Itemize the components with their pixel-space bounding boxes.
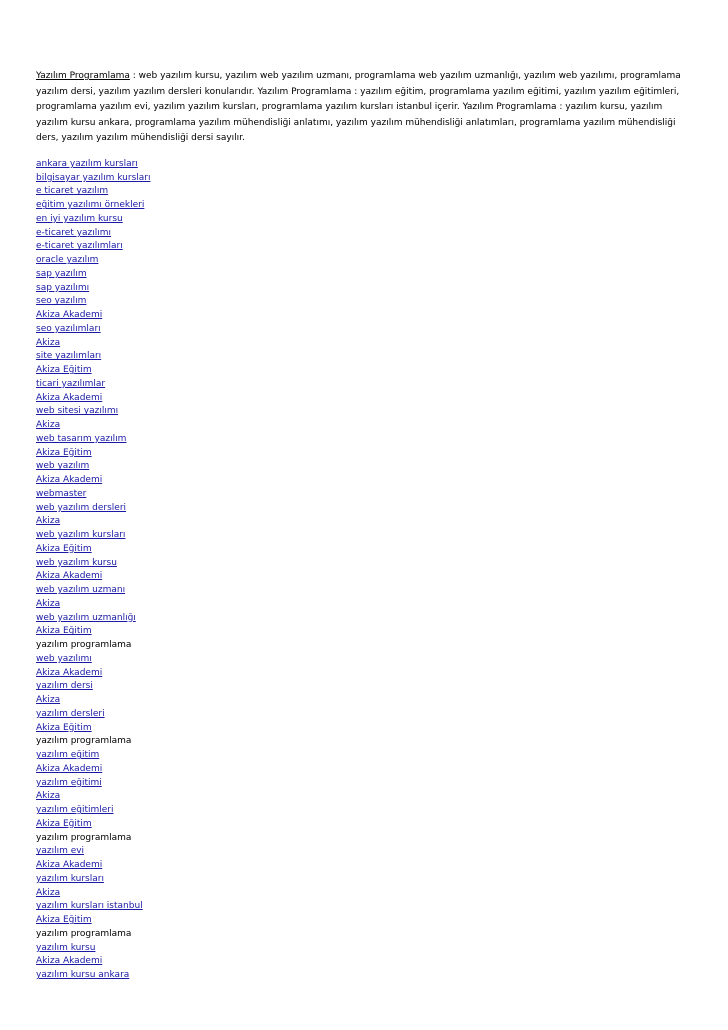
list-item <box>36 543 696 557</box>
list-link[interactable]: Akiza <box>36 420 61 431</box>
list-item <box>36 942 696 956</box>
list-link[interactable]: Akiza Akademi <box>36 475 103 486</box>
list-link[interactable]: yazılım dersleri <box>36 708 105 719</box>
link-list <box>36 158 696 983</box>
list-item <box>36 433 696 447</box>
list-link[interactable]: webmaster <box>36 488 87 499</box>
list-item <box>36 158 696 172</box>
list-item <box>36 337 696 351</box>
list-item <box>36 845 696 859</box>
list-item <box>36 392 696 406</box>
list-item <box>36 804 696 818</box>
list-item <box>36 268 696 282</box>
list-link[interactable]: e ticaret yazılım <box>36 186 109 197</box>
list-item <box>36 680 696 694</box>
list-link[interactable]: web yazılım kursları <box>36 530 126 541</box>
list-link[interactable]: Akiza Eğitim <box>36 818 92 829</box>
list-link[interactable]: ankara yazılım kursları <box>36 158 138 169</box>
list-item <box>36 364 696 378</box>
list-item <box>36 928 696 942</box>
list-link[interactable]: Akiza Akademi <box>36 310 103 321</box>
list-link[interactable]: yazılım evi <box>36 846 85 857</box>
list-item <box>36 460 696 474</box>
list-item <box>36 570 696 584</box>
list-link[interactable]: web sitesi yazılımı <box>36 406 119 417</box>
list-link[interactable]: Akiza Akademi <box>36 571 103 582</box>
list-item <box>36 502 696 516</box>
list-item <box>36 749 696 763</box>
list-link[interactable]: e-ticaret yazılımları <box>36 241 123 252</box>
list-link[interactable]: web yazılımı <box>36 653 92 664</box>
list-item <box>36 818 696 832</box>
list-item <box>36 955 696 969</box>
list-item <box>36 735 696 749</box>
list-link[interactable]: yazılım dersi <box>36 681 93 692</box>
list-text: yazılım programlama <box>36 832 132 843</box>
list-link[interactable]: yazılım kursları istanbul <box>36 901 143 912</box>
list-item <box>36 598 696 612</box>
list-item <box>36 777 696 791</box>
list-link[interactable]: Akiza <box>36 791 61 802</box>
list-link[interactable]: Akiza Akademi <box>36 392 103 403</box>
list-item <box>36 240 696 254</box>
list-link[interactable]: web yazılım uzmanı <box>36 585 126 596</box>
list-link[interactable]: en iyi yazılım kursu <box>36 213 123 224</box>
list-link[interactable]: site yazılımları <box>36 351 102 362</box>
list-link[interactable]: yazılım eğitim <box>36 750 100 761</box>
list-link[interactable]: Akiza <box>36 887 61 898</box>
list-item <box>36 185 696 199</box>
list-link[interactable]: Akiza Akademi <box>36 860 103 871</box>
intro-paragraph <box>36 69 696 147</box>
list-item <box>36 350 696 364</box>
list-link[interactable]: Akiza Eğitim <box>36 626 92 637</box>
list-link[interactable]: web tasarım yazılım <box>36 433 127 444</box>
list-item <box>36 969 696 983</box>
list-item <box>36 914 696 928</box>
intro-title-link[interactable]: Yazılım Programlama <box>36 71 130 81</box>
list-item <box>36 832 696 846</box>
list-item <box>36 488 696 502</box>
list-item <box>36 227 696 241</box>
list-item <box>36 172 696 186</box>
list-link[interactable]: web yazılım uzmanlığı <box>36 612 136 623</box>
list-link[interactable]: ticari yazılımlar <box>36 378 106 389</box>
list-link[interactable]: sap yazılımı <box>36 282 90 293</box>
list-item <box>36 625 696 639</box>
list-link[interactable]: bilgisayar yazılım kursları <box>36 172 151 183</box>
list-link[interactable]: yazılım kursu ankara <box>36 970 130 981</box>
list-item <box>36 474 696 488</box>
list-text: yazılım programlama <box>36 640 132 651</box>
list-item <box>36 213 696 227</box>
list-item <box>36 295 696 309</box>
list-link[interactable]: Akiza Eğitim <box>36 365 92 376</box>
list-text: yazılım programlama <box>36 736 132 747</box>
list-link[interactable]: eğitim yazılımı örnekleri <box>36 200 145 211</box>
list-link[interactable]: Akiza <box>36 337 61 348</box>
list-item <box>36 612 696 626</box>
list-item <box>36 790 696 804</box>
list-item <box>36 447 696 461</box>
list-link[interactable]: Akiza Eğitim <box>36 543 92 554</box>
list-item <box>36 282 696 296</box>
list-link[interactable]: web yazılım kursu <box>36 557 117 568</box>
list-item <box>36 887 696 901</box>
list-link[interactable]: seo yazılım <box>36 296 87 307</box>
list-link[interactable]: web yazılım <box>36 461 90 472</box>
list-item <box>36 859 696 873</box>
list-link[interactable]: oracle yazılım <box>36 255 99 266</box>
list-link[interactable]: Akiza Akademi <box>36 956 103 967</box>
list-link[interactable]: Akiza Eğitim <box>36 447 92 458</box>
list-link[interactable]: Akiza <box>36 695 61 706</box>
list-item <box>36 763 696 777</box>
list-link[interactable]: Akiza Akademi <box>36 667 103 678</box>
list-link[interactable]: seo yazılımları <box>36 323 101 334</box>
list-item <box>36 708 696 722</box>
document-page <box>36 69 696 983</box>
list-link[interactable]: Akiza Eğitim <box>36 722 92 733</box>
list-item <box>36 722 696 736</box>
list-item <box>36 873 696 887</box>
list-item <box>36 529 696 543</box>
list-link[interactable]: Akiza Eğitim <box>36 915 92 926</box>
list-item <box>36 694 696 708</box>
list-link[interactable]: Akiza <box>36 598 61 609</box>
intro-text: : web yazılım kursu, yazılım web yazılım uzmanı, programlama web yazılım uzmanlığı, yazılım web yazılımı, programlama yazılım dersi, yazılım yazılım dersleri konularıdır. Yazılım Programlama : yazılım eğitim, programlama yazılım eğitimi, yazılım yazılım eğitimleri, programlama yazılım evi, yazılım yazılım kursları, programlama yazılım kursları istanbul içerir. Yazılım Programlama : yazılım kursu, yazılım yazılım kursu ankara, programlama yazılım mühendisliği anlatımı, yazılım yazılım mühendisliği anlatımları, programlama yazılım mühendisliği ders, yazılım yazılım mühendisliği dersi sayılır. <box>36 71 681 144</box>
list-link[interactable]: yazılım eğitimi <box>36 777 102 788</box>
list-link[interactable]: Akiza <box>36 516 61 527</box>
list-item <box>36 515 696 529</box>
list-item <box>36 254 696 268</box>
list-link[interactable]: sap yazılım <box>36 268 87 279</box>
list-item <box>36 667 696 681</box>
list-link[interactable]: web yazılım dersleri <box>36 502 127 513</box>
list-link[interactable]: yazılım kursu <box>36 942 96 953</box>
list-link[interactable]: Akiza Akademi <box>36 763 103 774</box>
list-link[interactable]: yazılım eğitimleri <box>36 805 114 816</box>
list-item <box>36 584 696 598</box>
list-item <box>36 378 696 392</box>
list-item <box>36 419 696 433</box>
list-link[interactable]: yazılım kursları <box>36 873 104 884</box>
list-text: yazılım programlama <box>36 928 132 939</box>
list-item <box>36 653 696 667</box>
list-item <box>36 557 696 571</box>
list-item <box>36 405 696 419</box>
list-item <box>36 639 696 653</box>
list-item <box>36 199 696 213</box>
list-item <box>36 309 696 323</box>
list-link[interactable]: e-ticaret yazılımı <box>36 227 112 238</box>
list-item <box>36 323 696 337</box>
list-item <box>36 900 696 914</box>
